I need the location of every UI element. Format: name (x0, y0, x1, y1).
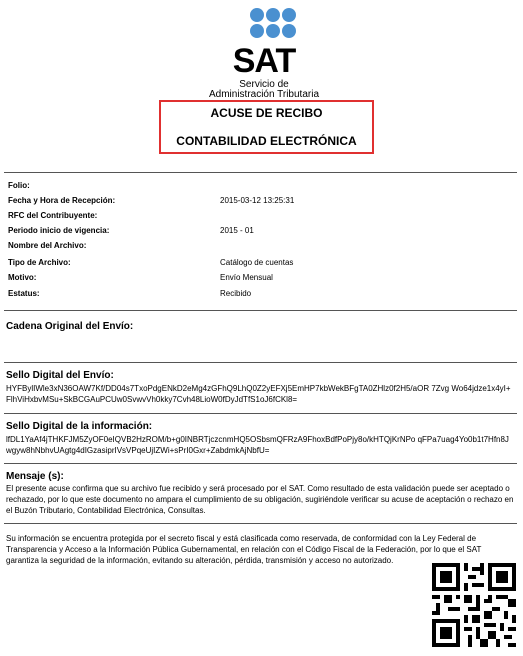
sat-logo-text: SAT (232, 42, 296, 80)
field-label-estatus: Estatus: (8, 289, 40, 298)
sello-info-text: lfDL1YaAf4jTHKFJM5ZyOF0eIQVB2HzROM/b+g0INBRTjczcnmHQ5OSbsmQFRzA9FhoxBdfPoPjy8o/kHTQjKrNPo qFPa7uag4Yo0b1t7Hfn8Jwgyw8hNbhvUAgtg4dIGzasiprIVsVPqeUjIZWi+sPrI0Gxr+ZabdmkAjNbfU= (6, 435, 509, 455)
page-subtitle: CONTABILIDAD ELECTRÓNICA (176, 134, 357, 148)
divider (4, 172, 517, 173)
sello-info-title: Sello Digital de la información: (6, 421, 153, 432)
sello-envio-text: HYFBylIWle3xN36OAW7Kf/DD04s7TxoPdgENkD2eMg4zGFhQ9LhQ0Z2yEFXj5EmHP7kbWekBFgTA0ZHlz0f2H5/aOR 7Zvg Wo64jdze1x4yI+FlhViHxbvMSu+SkBCGAuPCUw0SvwvVh0kky7Cvh48LioW0fDyJdTfS1oJ6fCKl8= (6, 384, 511, 404)
sello-envio-title: Sello Digital del Envío: (6, 370, 114, 381)
field-value-estatus: Recibido (220, 289, 252, 298)
field-value-fecha: 2015-03-12 13:25:31 (220, 196, 295, 205)
field-label-motivo: Motivo: (8, 273, 37, 282)
cadena-original-title: Cadena Original del Envío: (6, 321, 134, 332)
divider (4, 310, 517, 311)
divider (4, 362, 517, 363)
sat-logo-subtitle: Servicio de Administración Tributaria (208, 79, 320, 100)
divider (4, 523, 517, 524)
field-value-tipo: Catálogo de cuentas (220, 258, 294, 267)
field-label-tipo: Tipo de Archivo: (8, 258, 71, 267)
field-label-folio: Folio: (8, 181, 30, 190)
mensaje-text: El presente acuse confirma que su archivo fue recibido y será procesado por el SAT. Como resultado de esta validación puede ser aceptado o rechazado, por lo que este documento no ampara el cumplimiento de su obligación, sugiriéndole verificar su acuse de aceptación o rechazo en el Buzón Tributario, Contabilidad Electrónica, Consultas. (6, 484, 514, 515)
divider (4, 463, 517, 464)
sat-logo-icon (208, 6, 320, 100)
field-value-periodo: 2015 - 01 (220, 226, 254, 235)
field-value-motivo: Envío Mensual (220, 273, 273, 282)
field-label-nombre: Nombre del Archivo: (8, 241, 87, 250)
divider (4, 413, 517, 414)
field-label-fecha: Fecha y Hora de Recepción: (8, 196, 116, 205)
footer-legal-text: Su información se encuentra protegida por el secreto fiscal y está clasificada como reservada, de conformidad con la Ley Federal de Transparencia y Acceso a la Información Pública Gubernamental, en relación con el Código Fiscal de la Federación, por lo que el SAT garantiza la seguridad de la información, evitando su alteración, pérdida, transmisión y acceso no autorizado. (6, 534, 482, 565)
field-label-periodo: Periodo inicio de vigencia: (8, 226, 110, 235)
mensaje-title: Mensaje (s): (6, 471, 64, 482)
field-label-rfc: RFC del Contribuyente: (8, 211, 98, 220)
qr-code-icon (432, 563, 516, 647)
page-title: ACUSE DE RECIBO (210, 106, 323, 120)
title-box (159, 100, 374, 154)
